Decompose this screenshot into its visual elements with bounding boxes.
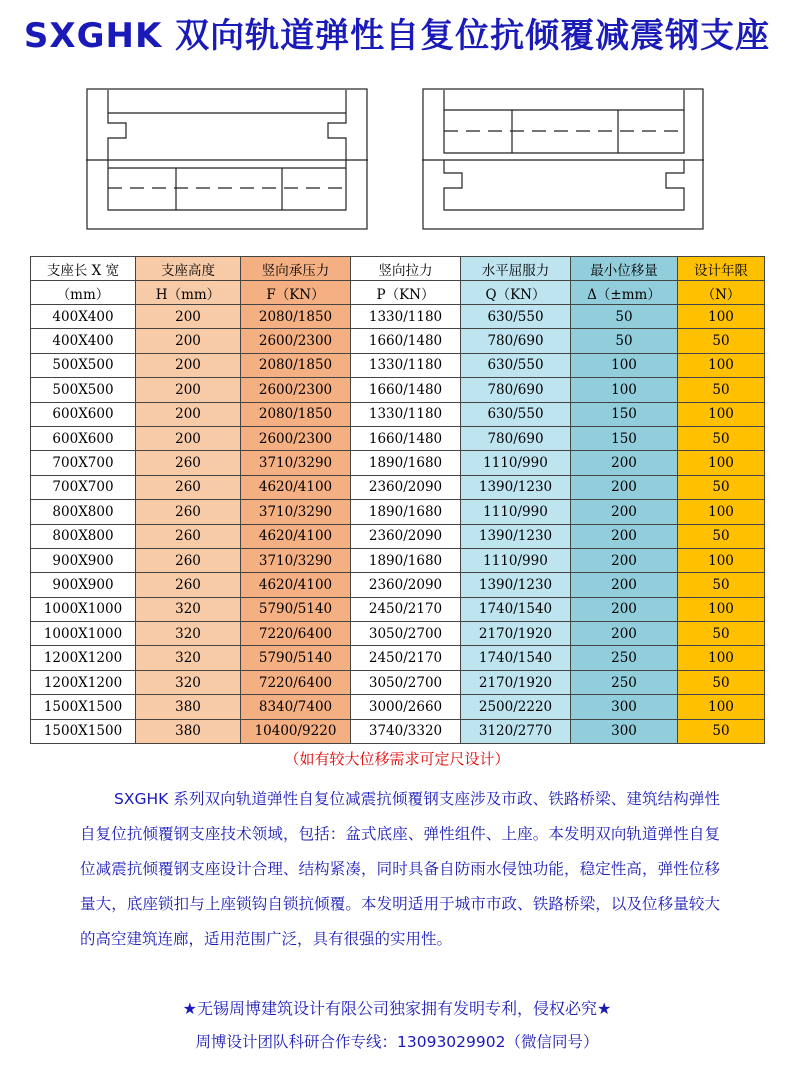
table-cell: 100 [678,597,765,621]
table-cell: 200 [136,305,241,329]
table-cell: 2500/2220 [461,695,571,719]
table-cell: 3120/2770 [461,719,571,743]
table-cell: 4620/4100 [241,475,351,499]
table-cell: 1200X1200 [31,670,136,694]
table-cell: 10400/9220 [241,719,351,743]
table-cell: 50 [678,378,765,402]
table-cell: 2360/2090 [351,573,461,597]
table-cell: 2600/2300 [241,378,351,402]
table-cell: 100 [678,353,765,377]
table-cell: 3710/3290 [241,451,351,475]
table-cell: 250 [571,670,678,694]
table-header-row [31,281,765,305]
table-cell: 900X900 [31,573,136,597]
table-cell: 1660/1480 [351,426,461,450]
table-row [31,475,765,499]
table-cell: 300 [571,719,678,743]
column-header: 竖向拉力 [351,257,461,281]
table-cell: 380 [136,719,241,743]
table-cell: 630/550 [461,353,571,377]
table-cell: 630/550 [461,402,571,426]
column-header: 水平屈服力 [461,257,571,281]
table-cell: 1890/1680 [351,451,461,475]
table-cell: 2600/2300 [241,426,351,450]
product-description: SXGHK 系列双向轨道弹性自复位减震抗倾覆钢支座涉及市政、铁路桥梁、建筑结构弹性自复位抗倾覆钢支座技术领域，包括：盆式底座、弹性组件、上座。本发明双向轨道弹性自复位减震抗倾覆钢支座设计合理、结构紧凑，同时具备自防雨水侵蚀功能，稳定性高，弹性位移量大，底座锁扣与上座锁钩自锁抗倾覆。本发明适用于城市市政、铁路桥梁，以及位移量较大的高空建筑连廊，适用范围广泛，具有很强的实用性。 [80,790,720,948]
table-cell: 1890/1680 [351,500,461,524]
column-header: 最小位移量 [571,257,678,281]
table-cell: 2080/1850 [241,305,351,329]
table-cell: 260 [136,548,241,572]
table-cell: 100 [571,353,678,377]
table-cell: 630/550 [461,305,571,329]
table-cell: 800X800 [31,524,136,548]
table-cell: 260 [136,524,241,548]
table-cell: 1330/1180 [351,305,461,329]
table-cell: 1740/1540 [461,646,571,670]
table-cell: 300 [571,695,678,719]
table-cell: 2080/1850 [241,402,351,426]
column-header: 设计年限 [678,257,765,281]
table-cell: 1390/1230 [461,573,571,597]
table-cell: 200 [571,500,678,524]
table-cell: 200 [571,548,678,572]
table-cell: 780/690 [461,378,571,402]
table-cell: 800X800 [31,500,136,524]
table-cell: 7220/6400 [241,670,351,694]
table-cell: 50 [678,622,765,646]
table-cell: 780/690 [461,329,571,353]
table-cell: 150 [571,426,678,450]
table-row [31,646,765,670]
column-header-unit: H（mm） [136,281,241,305]
table-cell: 5790/5140 [241,646,351,670]
column-header-unit: P（KN） [351,281,461,305]
table-cell: 100 [678,500,765,524]
column-header-unit: （N） [678,281,765,305]
table-cell: 2450/2170 [351,597,461,621]
table-cell: 1660/1480 [351,329,461,353]
table-cell: 600X600 [31,402,136,426]
column-header: 竖向承压力 [241,257,351,281]
table-cell: 260 [136,475,241,499]
patent-notice: ★无锡周博建筑设计有限公司独家拥有发明专利，侵权必究★ [182,999,612,1018]
table-cell: 200 [136,402,241,426]
table-cell: 8340/7400 [241,695,351,719]
table-row [31,548,765,572]
table-cell: 320 [136,646,241,670]
table-row [31,329,765,353]
table-cell: 600X600 [31,426,136,450]
table-cell: 100 [678,451,765,475]
table-cell: 4620/4100 [241,524,351,548]
table-cell: 200 [571,524,678,548]
table-cell: 50 [571,305,678,329]
table-cell: 320 [136,670,241,694]
table-cell: 200 [136,426,241,450]
column-header: 支座高度 [136,257,241,281]
column-header-unit: F（KN） [241,281,351,305]
table-cell: 2450/2170 [351,646,461,670]
column-header: 支座长 X 宽 [31,257,136,281]
table-cell: 100 [678,695,765,719]
table-cell: 200 [571,597,678,621]
column-header-unit: Δ（±mm） [571,281,678,305]
table-cell: 1000X1000 [31,622,136,646]
column-header-unit: （mm） [31,281,136,305]
table-row [31,305,765,329]
table-cell: 200 [571,475,678,499]
table-cell: 1500X1500 [31,695,136,719]
table-row [31,451,765,475]
table-row [31,719,765,743]
bearing-drawing-right [422,88,704,230]
table-cell: 1500X1500 [31,719,136,743]
table-row [31,378,765,402]
table-cell: 400X400 [31,329,136,353]
table-cell: 3740/3320 [351,719,461,743]
table-cell: 1740/1540 [461,597,571,621]
table-cell: 380 [136,695,241,719]
table-cell: 700X700 [31,451,136,475]
table-cell: 50 [678,475,765,499]
table-row [31,524,765,548]
table-cell: 3710/3290 [241,500,351,524]
table-cell: 2080/1850 [241,353,351,377]
table-cell: 50 [678,426,765,450]
contact-line: 周博设计团队科研合作专线：13093029902（微信同号） [195,1033,599,1051]
table-cell: 3710/3290 [241,548,351,572]
table-cell: 1660/1480 [351,378,461,402]
table-row [31,500,765,524]
table-cell: 100 [678,646,765,670]
table-cell: 50 [678,573,765,597]
table-cell: 3000/2660 [351,695,461,719]
table-cell: 2170/1920 [461,622,571,646]
table-cell: 500X500 [31,353,136,377]
table-cell: 320 [136,622,241,646]
table-cell: 260 [136,573,241,597]
table-row [31,670,765,694]
table-row [31,695,765,719]
table-cell: 200 [136,353,241,377]
table-cell: 4620/4100 [241,573,351,597]
table-cell: 250 [571,646,678,670]
table-cell: 2170/1920 [461,670,571,694]
table-cell: 50 [678,524,765,548]
table-cell: 2600/2300 [241,329,351,353]
table-cell: 900X900 [31,548,136,572]
table-cell: 7220/6400 [241,622,351,646]
table-cell: 200 [571,451,678,475]
table-cell: 1000X1000 [31,597,136,621]
table-row [31,573,765,597]
table-cell: 260 [136,500,241,524]
table-cell: 3050/2700 [351,670,461,694]
table-cell: 700X700 [31,475,136,499]
table-cell: 1890/1680 [351,548,461,572]
spec-table [30,256,765,744]
table-cell: 100 [571,378,678,402]
table-cell: 200 [571,573,678,597]
table-cell: 50 [678,329,765,353]
table-row [31,426,765,450]
table-cell: 400X400 [31,305,136,329]
table-cell: 5790/5140 [241,597,351,621]
table-cell: 200 [571,622,678,646]
table-cell: 150 [571,402,678,426]
table-cell: 50 [571,329,678,353]
table-cell: 1110/990 [461,548,571,572]
table-cell: 50 [678,719,765,743]
table-row [31,402,765,426]
table-cell: 2360/2090 [351,524,461,548]
table-row [31,622,765,646]
column-header-unit: Q（KN） [461,281,571,305]
table-cell: 2360/2090 [351,475,461,499]
table-cell: 200 [136,329,241,353]
table-cell: 260 [136,451,241,475]
table-cell: 780/690 [461,426,571,450]
bearing-drawing-left [86,88,368,230]
table-cell: 1390/1230 [461,475,571,499]
table-cell: 500X500 [31,378,136,402]
table-row [31,353,765,377]
table-cell: 1390/1230 [461,524,571,548]
table-cell: 320 [136,597,241,621]
table-cell: 100 [678,305,765,329]
table-cell: 50 [678,670,765,694]
table-row [31,597,765,621]
table-cell: 1110/990 [461,451,571,475]
table-cell: 1330/1180 [351,402,461,426]
table-cell: 1200X1200 [31,646,136,670]
page-title: SXGHK 双向轨道弹性自复位抗倾覆减震钢支座 [23,16,771,56]
table-header-row [31,257,765,281]
table-cell: 200 [136,378,241,402]
table-cell: 100 [678,548,765,572]
table-cell: 1330/1180 [351,353,461,377]
custom-size-note: （如有较大位移需求可定尺设计） [284,750,510,768]
table-cell: 3050/2700 [351,622,461,646]
table-cell: 100 [678,402,765,426]
table-cell: 1110/990 [461,500,571,524]
